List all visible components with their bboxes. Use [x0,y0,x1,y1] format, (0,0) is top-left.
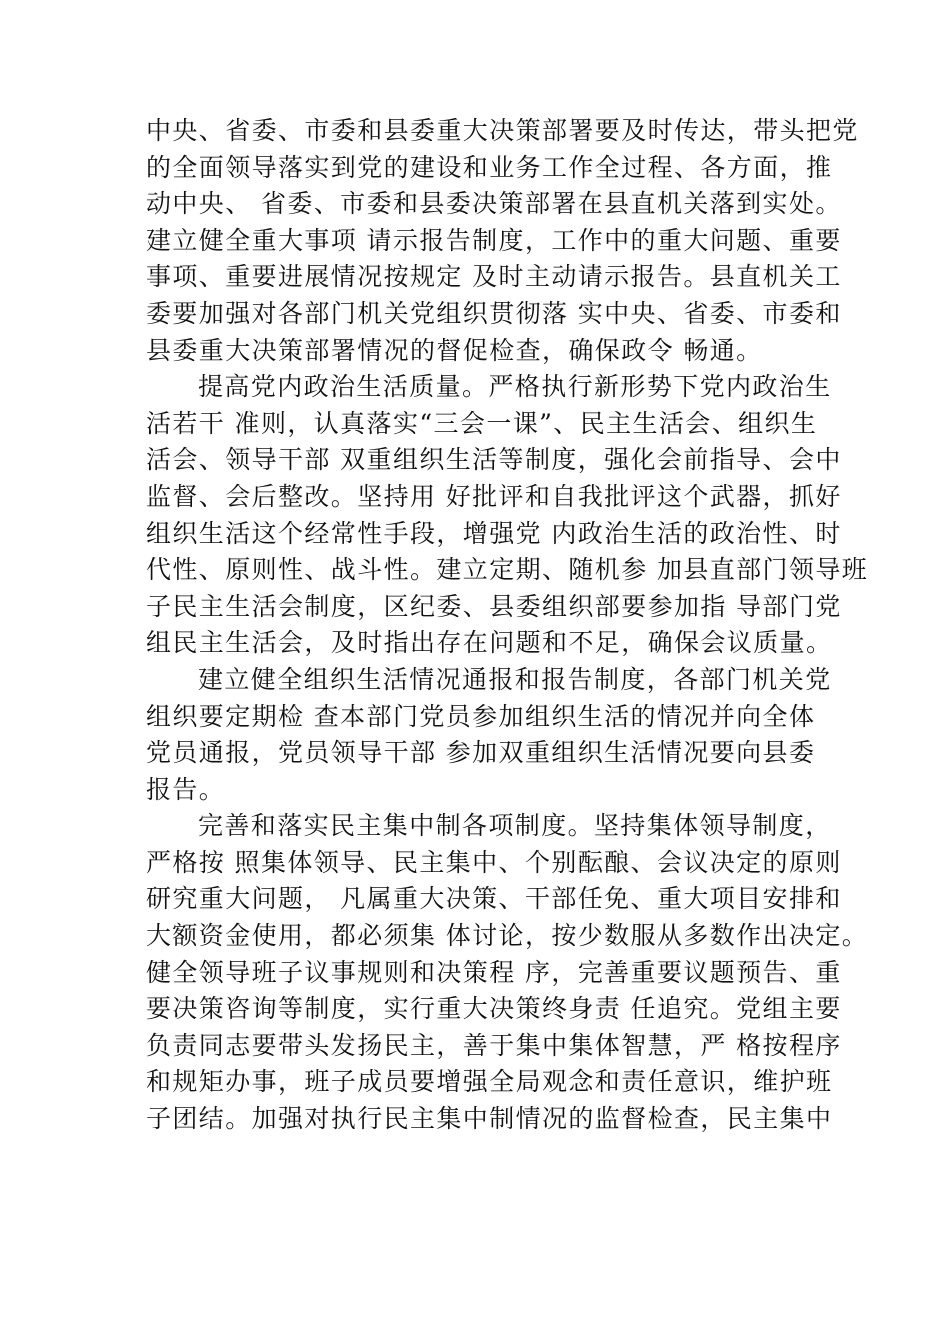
text-line: 建立健全组织生活情况通报和报告制度，各部门机关党 [198,664,832,694]
text-line: 和规矩办事，班子成员要增强全局观念和责任意识，维护班 [146,1067,833,1097]
text-line: 建立健全重大事项 请示报告制度，工作中的重大问题、重要 [146,225,842,255]
text-line: 委要加强对各部门机关党组织贯彻落 实中央、省委、市委和 [146,298,842,328]
text-line: 监督、会后整改。坚持用 好批评和自我批评这个武器，抓好 [146,481,842,511]
text-line: 要决策咨询等制度，实行重大决策终身责 任追究。党组主要 [146,994,842,1024]
text-line: 严格按 照集体领导、民主集中、个别酝酿、会议决定的原则 [146,847,842,877]
text-line: 中央、省委、市委和县委重大决策部署要及时传达，带头把党 [146,116,859,145]
text-line: 党员通报，党员领导干部 参加双重组织生活情况要向县委 [146,738,816,768]
paragraph [146,369,869,662]
text-line: 县委重大决策部署情况的督促检查，确保政令 畅通。 [146,335,763,365]
text-line: 组织生活这个经常性手段，增强党 内政治生活的政治性、时 [146,518,842,548]
text-line: 事项、重要进展情况按规定 及时主动请示报告。县直机关工 [146,262,842,292]
text-line: 的全面领导落实到党的建设和业务工作全过程、各方面，推 [146,152,833,182]
paragraph [146,113,859,369]
text-line: 代性、原则性、战斗性。建立定期、随机参 加县直部门领导班 [146,555,869,585]
text-line: 报告。 [146,774,226,804]
text-line: 组织要定期检 查本部门党员参加组织生活的情况并向全体 [146,701,816,731]
text-line: 活会、领导干部 双重组织生活等制度，强化会前指导、会中 [146,445,842,475]
text-line: 研究重大问题， 凡属重大决策、干部任免、重大项目安排和 [146,884,842,914]
text-line: 提高党内政治生活质量。严格执行新形势下党内政治生 [198,372,832,402]
text-line: 组民主生活会，及时指出存在问题和不足，确保会议质量。 [146,628,833,658]
paragraph [146,662,832,808]
text-line: 完善和落实民主集中制各项制度。坚持集体领导制度， [198,811,832,841]
paragraph [146,808,869,1137]
document-body [146,113,869,1138]
text-line: 活若干 准则，认真落实“三会一课”、民主生活会、组织生 [146,408,818,438]
text-line: 子团结。加强对执行民主集中制情况的监督检查，民主集中 [146,1104,833,1134]
text-line: 大额资金使用，都必须集 体讨论，按少数服从多数作出决定。 [146,921,869,951]
text-line: 动中央、 省委、市委和县委决策部署在县直机关落到实处。 [146,189,842,219]
text-line: 子民主生活会制度，区纪委、县委组织部要参加指 导部门党 [146,591,842,621]
text-line: 健全领导班子议事规则和决策程 序，完善重要议题预告、重 [146,957,842,987]
text-line: 负责同志要带头发扬民主，善于集中集体智慧，严 格按程序 [146,1030,842,1060]
